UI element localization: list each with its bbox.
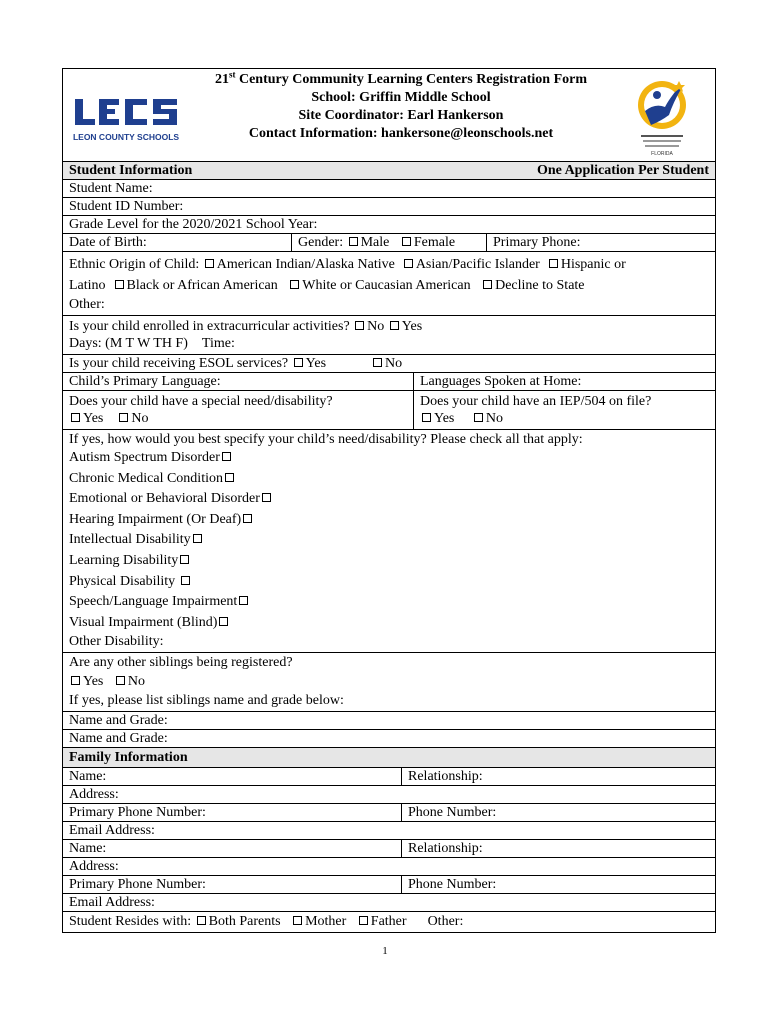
- family-1-phone-row: [63, 804, 715, 822]
- family-1-address-label: Address:: [69, 787, 119, 803]
- family-2-name-label: Name:: [69, 841, 107, 857]
- iep-question: Does your child have an IEP/504 on file?: [420, 394, 652, 409]
- esol-yes-checkbox[interactable]: [294, 358, 303, 367]
- name-grade-label: Name and Grade:: [69, 713, 168, 729]
- american-indian-label: American Indian/Alaska Native: [216, 257, 395, 272]
- siblings-yes-label: Yes: [83, 674, 104, 690]
- speech-checkbox[interactable]: [239, 596, 248, 605]
- latino-label: Latino: [69, 278, 106, 293]
- extracurricular-yes-checkbox[interactable]: [390, 321, 399, 330]
- disability-item: Chronic Medical Condition: [69, 469, 583, 490]
- family-1-name-label: Name:: [69, 769, 107, 785]
- days-label: Days: (M T W TH F): [69, 336, 188, 351]
- dob-gender-phone-row: [63, 234, 715, 252]
- family-1-name-row: [63, 768, 715, 786]
- black-label: Black or African American: [126, 278, 278, 293]
- student-info-header: [63, 162, 715, 180]
- ethnic-origin-field: [63, 252, 632, 315]
- extracurricular-field: [63, 316, 428, 354]
- esol-question: Is your child receiving ESOL services?: [69, 356, 289, 371]
- disability-item: Autism Spectrum Disorder: [69, 448, 583, 469]
- iep-field: [413, 391, 715, 429]
- esol-row: [63, 355, 715, 373]
- esol-yes-label: Yes: [305, 356, 327, 371]
- chronic-medical-checkbox[interactable]: [225, 473, 234, 482]
- resides-with-field: [63, 912, 469, 932]
- primary-language-label: Child’s Primary Language:: [69, 374, 221, 389]
- special-need-no-checkbox[interactable]: [119, 413, 128, 422]
- disability-item: Emotional or Behavioral Disorder: [69, 489, 583, 510]
- disability-list: [69, 448, 583, 633]
- emotional-checkbox[interactable]: [262, 493, 271, 502]
- svg-text:FLORIDA: FLORIDA: [651, 151, 673, 157]
- registration-form: [62, 68, 716, 933]
- grade-level-label: Grade Level for the 2020/2021 School Year:: [69, 217, 318, 232]
- male-label: Male: [360, 235, 390, 250]
- disability-question: If yes, how would you best specify your child’s need/disability? Please check all that apply:: [69, 432, 583, 447]
- family-2-address-label: Address:: [69, 859, 119, 875]
- iep-yes-label: Yes: [434, 411, 455, 426]
- siblings-yes-checkbox[interactable]: [71, 676, 80, 685]
- physical-checkbox[interactable]: [181, 576, 190, 585]
- decline-label: Decline to State: [495, 278, 585, 293]
- other-label: Other:: [427, 914, 464, 930]
- siblings-no-checkbox[interactable]: [116, 676, 125, 685]
- black-checkbox[interactable]: [115, 280, 124, 289]
- family-1-phone-label: Phone Number:: [401, 804, 715, 821]
- american-indian-checkbox[interactable]: [205, 259, 214, 268]
- learning-checkbox[interactable]: [180, 555, 189, 564]
- mother-label: Mother: [305, 914, 347, 930]
- white-checkbox[interactable]: [290, 280, 299, 289]
- extracurricular-no-label: No: [367, 319, 385, 334]
- home-languages-label: Languages Spoken at Home:: [413, 373, 715, 390]
- family-2-relationship-label: Relationship:: [401, 840, 715, 857]
- sibling-name-grade-row-2[interactable]: [63, 730, 715, 748]
- autism-checkbox[interactable]: [222, 452, 231, 461]
- disability-item: Visual Impairment (Blind): [69, 613, 583, 634]
- special-need-row: [63, 391, 715, 430]
- asian-pacific-label: Asian/Pacific Islander: [415, 257, 540, 272]
- family-info-header: [63, 748, 715, 768]
- family-2-phone-row: [63, 876, 715, 894]
- hispanic-checkbox[interactable]: [549, 259, 558, 268]
- father-checkbox[interactable]: [359, 916, 368, 925]
- family-2-address-row[interactable]: [63, 858, 715, 876]
- female-label: Female: [413, 235, 456, 250]
- iep-no-checkbox[interactable]: [474, 413, 483, 422]
- special-need-yes-checkbox[interactable]: [71, 413, 80, 422]
- student-info-title: Student Information: [69, 163, 193, 178]
- family-1-address-row[interactable]: [63, 786, 715, 804]
- disability-item: Speech/Language Impairment: [69, 592, 583, 613]
- mother-checkbox[interactable]: [293, 916, 302, 925]
- one-application-note: One Application Per Student: [536, 163, 709, 178]
- century-program-logo: [635, 77, 689, 157]
- student-id-row[interactable]: [63, 198, 715, 216]
- disability-field: [63, 430, 589, 652]
- father-label: Father: [370, 914, 407, 930]
- family-2-primary-phone-label: Primary Phone Number:: [69, 877, 206, 893]
- grade-level-row[interactable]: [63, 216, 715, 234]
- sibling-name-grade-row-1[interactable]: [63, 712, 715, 730]
- svg-text:LEON COUNTY SCHOOLS: LEON COUNTY SCHOOLS: [73, 132, 179, 142]
- extracurricular-yes-label: Yes: [401, 319, 423, 334]
- special-need-question: Does your child have a special need/disability?: [69, 394, 333, 409]
- family-2-name-row: [63, 840, 715, 858]
- ethnic-origin-row: [63, 252, 715, 316]
- esol-field: [63, 355, 408, 372]
- form-header: [63, 69, 715, 162]
- resides-with-row: [63, 912, 715, 932]
- male-checkbox[interactable]: [349, 237, 358, 246]
- family-1-email-row[interactable]: [63, 822, 715, 840]
- ethnic-other-label: Other:: [69, 297, 105, 312]
- iep-yes-checkbox[interactable]: [422, 413, 431, 422]
- gender-label: Gender:: [298, 235, 344, 250]
- decline-checkbox[interactable]: [483, 280, 492, 289]
- visual-checkbox[interactable]: [219, 617, 228, 626]
- both-parents-checkbox[interactable]: [197, 916, 206, 925]
- contact-information: Contact Information: hankersone@leonschools.net: [248, 126, 554, 141]
- family-2-email-row[interactable]: [63, 894, 715, 912]
- siblings-row: [63, 653, 715, 712]
- form-title-block: [183, 71, 619, 143]
- siblings-field: [63, 653, 350, 711]
- family-2-email-label: Email Address:: [69, 895, 155, 911]
- name-grade-label: Name and Grade:: [69, 731, 168, 747]
- family-2-phone-label: Phone Number:: [401, 876, 715, 893]
- asian-pacific-checkbox[interactable]: [404, 259, 413, 268]
- special-need-field: [63, 391, 413, 429]
- student-name-label: Student Name:: [69, 181, 153, 196]
- disability-item: Learning Disability: [69, 551, 583, 572]
- ethnic-origin-label: Ethnic Origin of Child:: [69, 257, 200, 272]
- dob-label: Date of Birth:: [69, 235, 147, 250]
- primary-phone-label: Primary Phone:: [486, 234, 715, 251]
- family-1-primary-phone-label: Primary Phone Number:: [69, 805, 206, 821]
- language-row: [63, 373, 715, 391]
- female-checkbox[interactable]: [402, 237, 411, 246]
- extracurricular-row: [63, 316, 715, 355]
- hispanic-label: Hispanic or: [560, 257, 626, 272]
- special-need-yes-label: Yes: [83, 411, 104, 426]
- esol-no-checkbox[interactable]: [373, 358, 382, 367]
- family-1-relationship-label: Relationship:: [401, 768, 715, 785]
- special-need-no-label: No: [131, 411, 149, 426]
- extracurricular-question: Is your child enrolled in extracurricular activities?: [69, 319, 350, 334]
- disability-item: Intellectual Disability: [69, 530, 583, 551]
- disability-row: [63, 430, 715, 653]
- family-1-email-label: Email Address:: [69, 823, 155, 839]
- page-number: 1: [382, 945, 388, 957]
- gender-field: [291, 234, 486, 251]
- form-title: 21st Century Community Learning Centers Registration Form: [214, 69, 587, 87]
- intellectual-checkbox[interactable]: [193, 534, 202, 543]
- resides-with-label: Student Resides with:: [69, 914, 192, 930]
- siblings-no-label: No: [127, 674, 145, 690]
- disability-item: Physical Disability: [69, 572, 583, 593]
- site-coordinator: Site Coordinator: Earl Hankerson: [298, 108, 504, 123]
- esol-no-label: No: [385, 356, 403, 371]
- leon-county-schools-logo: [73, 97, 179, 145]
- siblings-instructions: If yes, please list siblings name and grade below:: [69, 693, 344, 709]
- other-disability-label: Other Disability:: [69, 634, 164, 650]
- extracurricular-no-checkbox[interactable]: [355, 321, 364, 330]
- school-name: School: Griffin Middle School: [311, 90, 491, 105]
- both-parents-label: Both Parents: [208, 914, 281, 930]
- student-name-row[interactable]: [63, 180, 715, 198]
- siblings-question: Are any other siblings being registered?: [69, 655, 293, 671]
- family-info-title: Family Information: [69, 750, 188, 766]
- disability-item: Hearing Impairment (Or Deaf): [69, 510, 583, 531]
- iep-no-label: No: [485, 411, 503, 426]
- white-label: White or Caucasian American: [302, 278, 471, 293]
- student-id-label: Student ID Number:: [69, 199, 184, 214]
- hearing-checkbox[interactable]: [243, 514, 252, 523]
- time-label: Time:: [201, 336, 235, 351]
